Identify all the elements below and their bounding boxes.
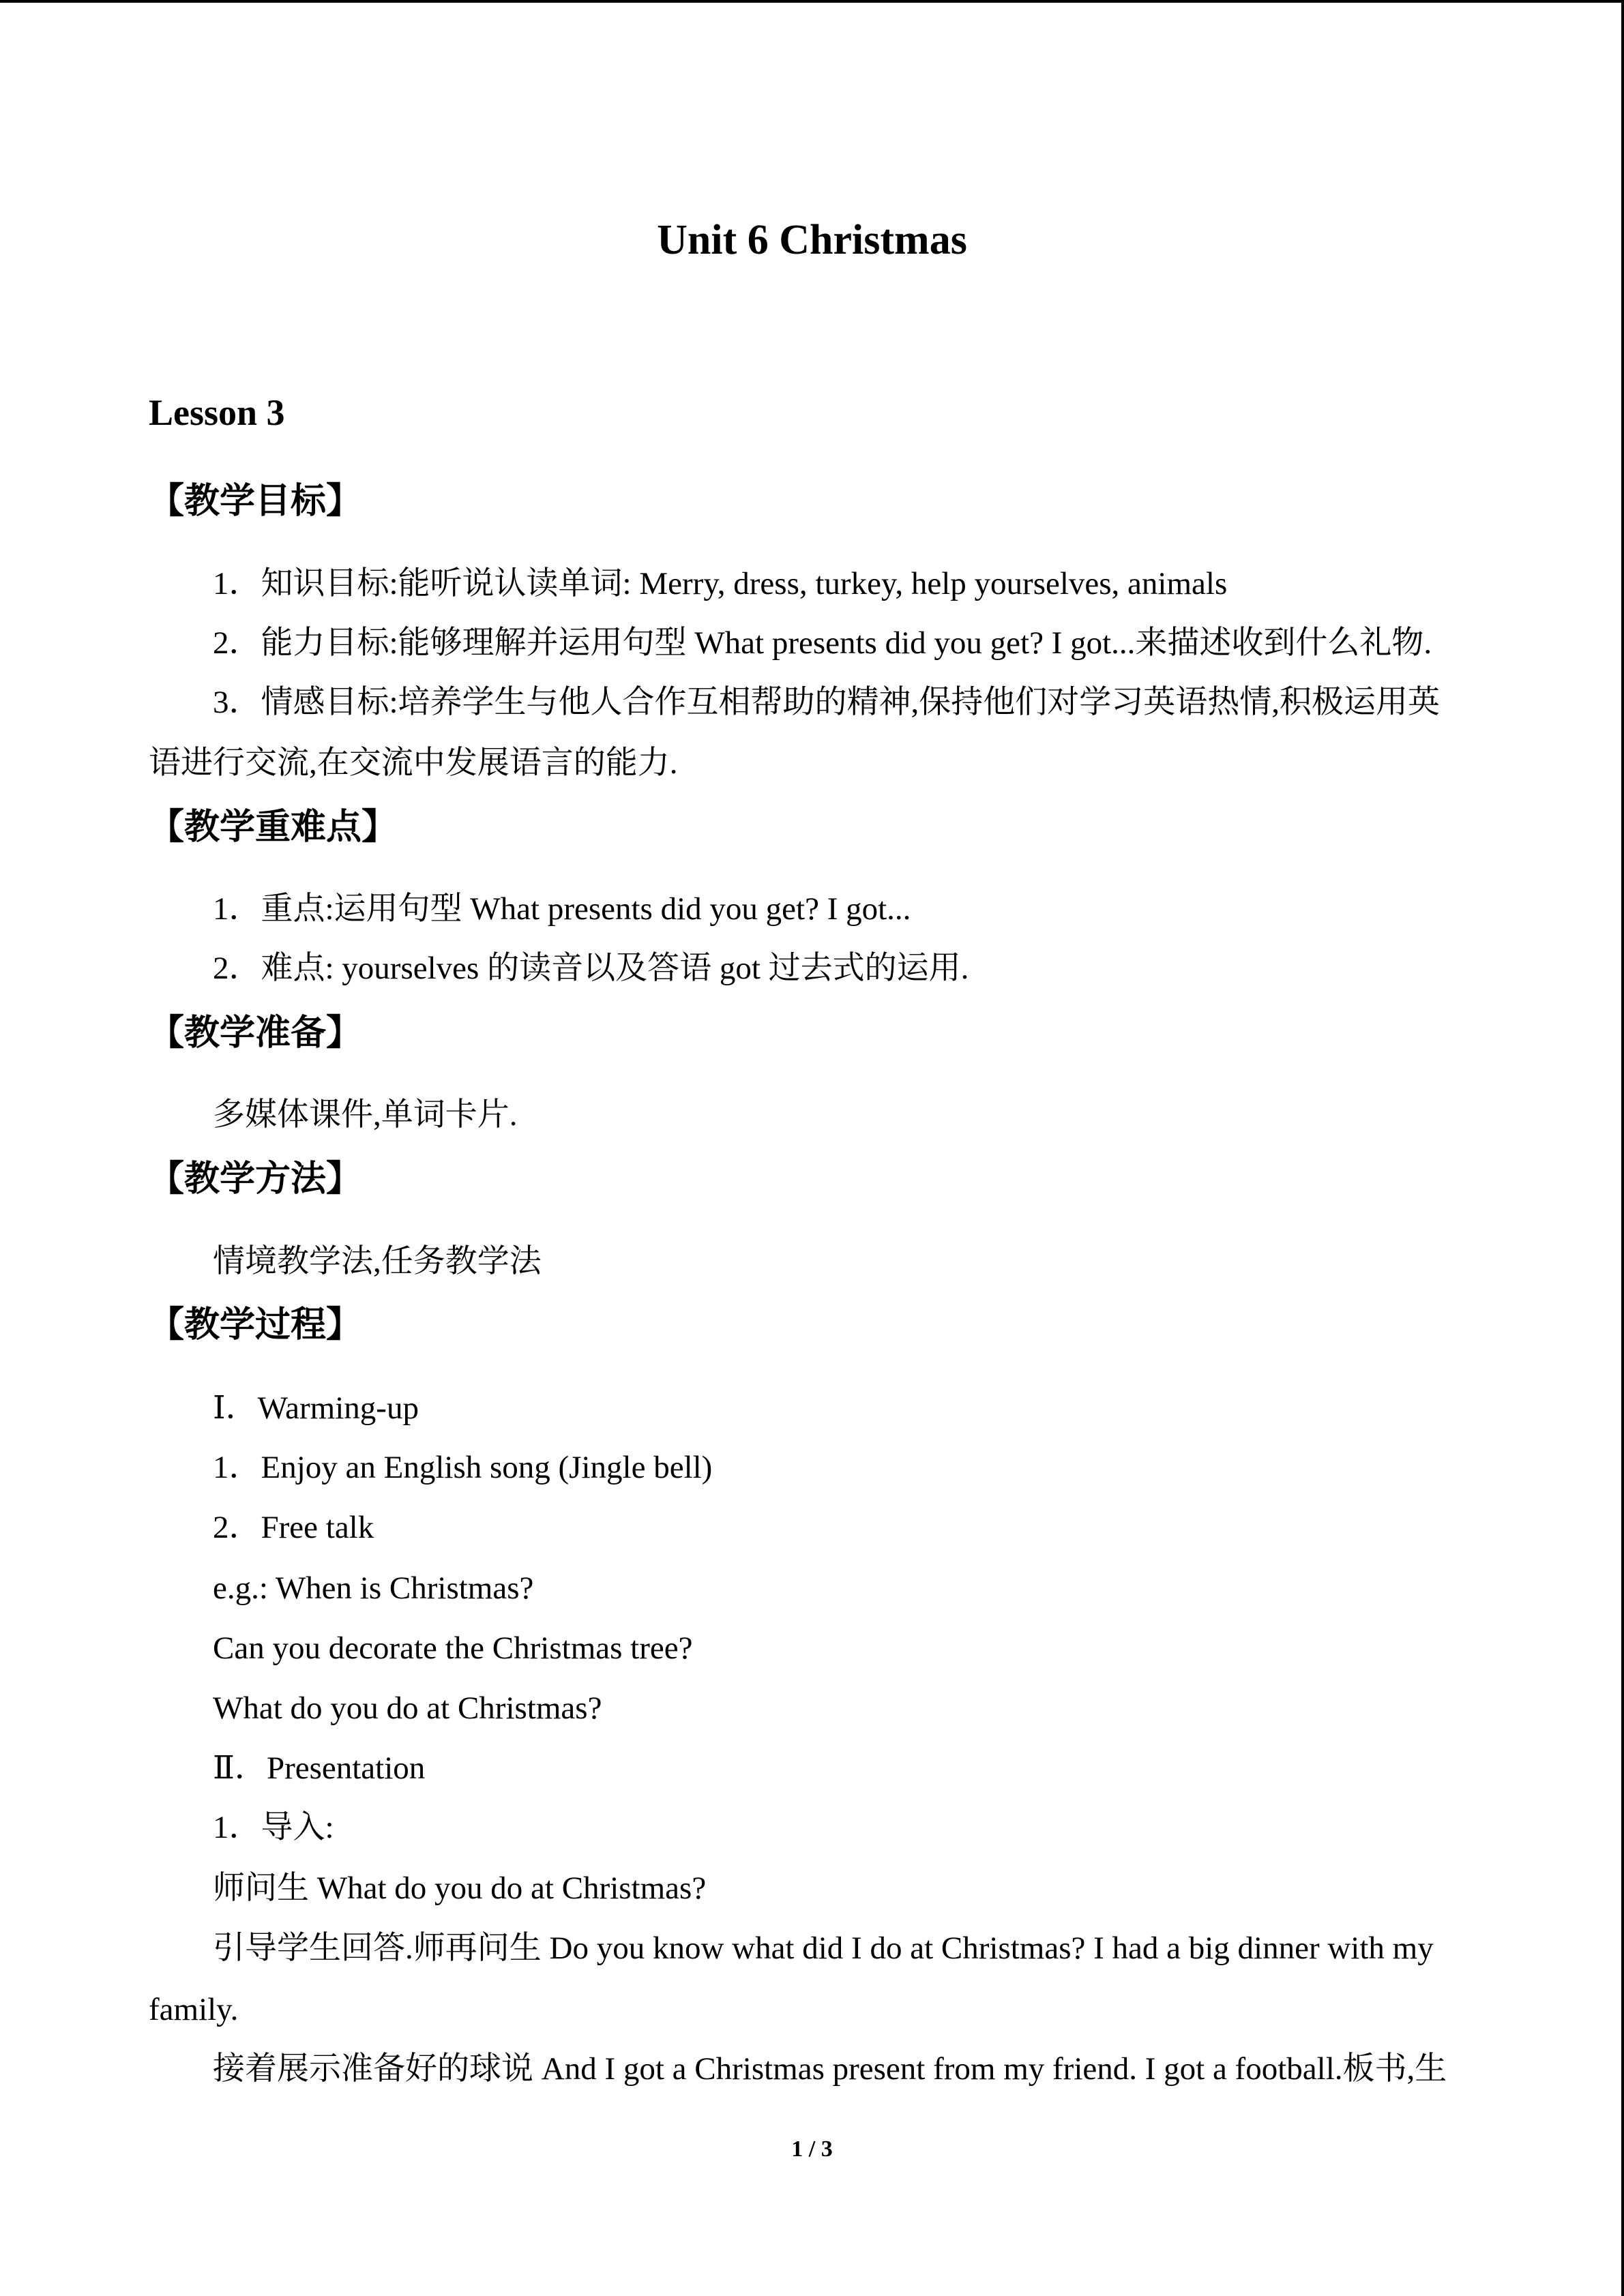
process-line-continued: family. — [149, 1992, 239, 2027]
process-line: 引导学生回答.师再问生 Do you know what did I do at Christmas? I had a big dinner with my — [213, 1930, 1434, 1966]
page-border-right — [1621, 0, 1624, 2296]
preparation-line: 多媒体课件,单词卡片. — [213, 1097, 518, 1133]
document-title: Unit 6 Christmas — [657, 217, 967, 263]
objective-line: 2．能力目标:能够理解并运用句型 What presents did you get? I got...来描述收到什么礼物. — [213, 625, 1432, 661]
process-line: 1．导入: — [213, 1810, 334, 1845]
process-line: Ⅰ．Warming-up — [213, 1390, 419, 1426]
process-line: Can you decorate the Christmas tree? — [213, 1630, 693, 1666]
lesson-label: Lesson 3 — [149, 392, 285, 433]
objective-line: 3．情感目标:培养学生与他人合作互相帮助的精神,保持他们对学习英语热情,积极运用英 — [213, 685, 1441, 720]
objective-line-continued: 语进行交流,在交流中发展语言的能力. — [149, 745, 678, 781]
process-line: 师问生 What do you do at Christmas? — [213, 1870, 707, 1906]
objective-line: 1．知识目标:能听说认读单词: Merry, dress, turkey, help yourselves, animals — [213, 566, 1228, 601]
process-line: Ⅱ．Presentation — [213, 1750, 426, 1786]
section-heading-objectives: 【教学目标】 — [149, 481, 362, 522]
section-heading-preparation: 【教学准备】 — [149, 1013, 362, 1054]
section-heading-key-points: 【教学重难点】 — [149, 807, 398, 848]
key-point-line: 1．重点:运用句型 What presents did you get? I got... — [213, 891, 911, 927]
section-heading-process: 【教学过程】 — [149, 1304, 362, 1345]
page-number: 1 / 3 — [791, 2136, 833, 2162]
process-line: What do you do at Christmas? — [213, 1690, 602, 1726]
methods-line: 情境教学法,任务教学法 — [213, 1244, 542, 1279]
section-heading-methods: 【教学方法】 — [149, 1159, 362, 1199]
key-point-line: 2．难点: yourselves 的读音以及答语 got 过去式的运用. — [213, 951, 969, 986]
process-line: 2．Free talk — [213, 1510, 374, 1545]
process-line: 1．Enjoy an English song (Jingle bell) — [213, 1450, 713, 1485]
process-line: e.g.: When is Christmas? — [213, 1570, 534, 1606]
process-line: 接着展示准备好的球说 And I got a Christmas present from my friend. I got a football.板书,生 — [213, 2051, 1447, 2087]
page-border-top — [0, 0, 1624, 3]
